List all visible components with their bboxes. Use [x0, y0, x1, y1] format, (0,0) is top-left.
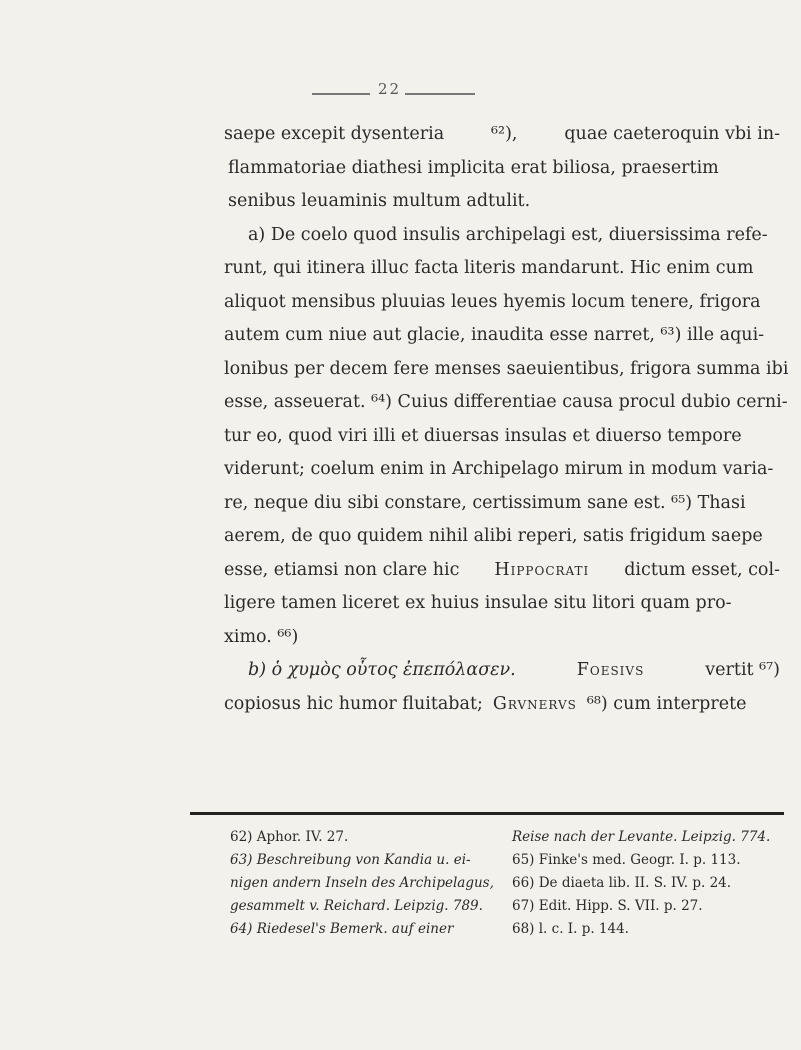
- text-line: autem cum niue aut glacie, inaudita esse narret, ⁶³) ille aqui-: [224, 325, 765, 345]
- paragraph-a-line: a) De coelo quod insulis archipelagi est, diuersissima refe-: [248, 224, 768, 245]
- text-line: ligere tamen liceret ex huius insulae situ litori quam pro-: [224, 593, 732, 613]
- text-span: ⁶⁸) cum interprete: [586, 693, 747, 714]
- footnotes-left-column: [230, 826, 500, 941]
- footnote-63: 63) Beschreibung von Kandia u. ei-: [230, 852, 471, 868]
- text-line: tur eo, quod viri illi et diuersas insulas et diuerso tempore: [224, 425, 742, 446]
- text-line: [224, 118, 780, 152]
- text-line: lonibus per decem fere menses saeuientibus, frigora summa ibi: [224, 358, 789, 379]
- text-line: runt, qui itinera illuc facta literis mandarunt. Hic enim cum: [224, 258, 754, 278]
- paragraph-b-line: [224, 654, 780, 688]
- footnote-62: 62) Aphor. IV. 27.: [230, 829, 349, 845]
- footnotes-right-column: [512, 826, 792, 941]
- text-line: aliquot mensibus pluuias leues hyemis locum tenere, frigora: [224, 291, 761, 312]
- header-rule-right: [405, 93, 475, 95]
- text-line: ximo. ⁶⁶): [224, 626, 299, 647]
- footnote-ref: ⁶²),: [491, 124, 518, 144]
- header-rule-left: [312, 93, 370, 95]
- author-name: Grvnervs: [492, 693, 577, 714]
- text-span: dictum esset, col-: [624, 559, 780, 580]
- text-span: vertit ⁶⁷): [705, 660, 780, 680]
- footnote-divider: [190, 812, 784, 815]
- text-span: quae caeteroquin vbi in-: [564, 124, 780, 144]
- main-text: [224, 118, 789, 721]
- text-line: [224, 688, 780, 722]
- footnote-64-cont: Reise nach der Levante. Leipzig. 774.: [512, 829, 771, 845]
- greek-quote: b) ὁ χυμὸς οὗτος ἐπεπόλασεν.: [248, 660, 516, 680]
- footnote-66: 66) De diaeta lib. II. S. IV. p. 24.: [512, 875, 732, 891]
- text-span: esse, etiamsi non clare hic: [224, 559, 460, 580]
- footnote-65: 65) Finke's med. Geogr. I. p. 113.: [512, 852, 741, 868]
- page-number: 22: [378, 80, 402, 98]
- text-line: viderunt; coelum enim in Archipelago mirum in modum varia-: [224, 459, 774, 479]
- author-name: Foesivs: [576, 660, 645, 680]
- text-line: [224, 554, 780, 588]
- text-line: flammatoriae diathesi implicita erat biliosa, praesertim: [228, 157, 719, 178]
- footnote-64: 64) Riedesel's Bemerk. auf einer: [230, 921, 454, 937]
- footnote-63-cont: gesammelt v. Reichard. Leipzig. 789.: [230, 898, 483, 914]
- text-line: esse, asseuerat. ⁶⁴) Cuius differentiae causa procul dubio cerni-: [224, 392, 788, 412]
- text-line: aerem, de quo quidem nihil alibi reperi, satis frigidum saepe: [224, 526, 763, 546]
- text-line: re, neque diu sibi constare, certissimum sane est. ⁶⁵) Thasi: [224, 492, 746, 513]
- text-span: saepe excepit dysenteria: [224, 124, 445, 144]
- text-span: copiosus hic humor fluitabat;: [224, 693, 483, 714]
- footnote-67: 67) Edit. Hipp. S. VII. p. 27.: [512, 898, 703, 914]
- text-line: senibus leuaminis multum adtulit.: [228, 191, 531, 211]
- author-name: Hippocrati: [494, 559, 590, 580]
- footnote-68: 68) l. c. I. p. 144.: [512, 921, 629, 937]
- footnote-63-cont: nigen andern Inseln des Archipelagus,: [230, 875, 494, 891]
